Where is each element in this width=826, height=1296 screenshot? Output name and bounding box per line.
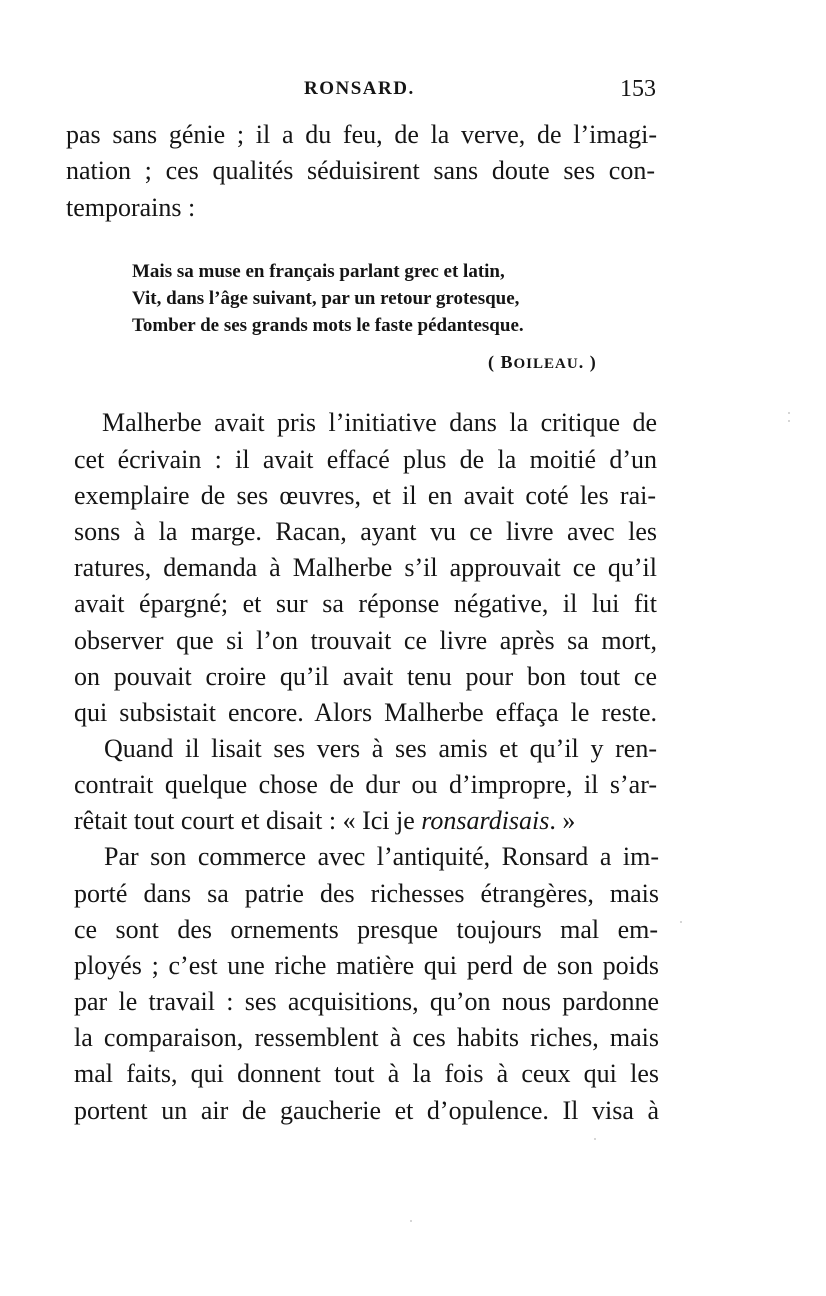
attribution-open: ( — [488, 352, 501, 372]
running-title: RONSARD. — [304, 78, 415, 99]
text-line: Quand il lisait ses vers à ses amis et qu’il y ren- — [104, 734, 657, 763]
text-line: cet écrivain : il avait effacé plus de la moitié d’un — [74, 445, 657, 474]
text-line: ratures, demanda à Malherbe s’il approuvait ce qu’il — [74, 553, 657, 582]
scan-speck — [680, 921, 682, 923]
page-number: 153 — [620, 76, 656, 102]
text-line: portent un air de gaucherie et d’opulence. Il visa à — [74, 1096, 659, 1125]
scan-speck — [594, 1138, 596, 1140]
text-run: rêtait tout court et disait : « Ici je — [74, 806, 422, 835]
text-line: porté dans sa patrie des richesses étrangères, mais — [74, 879, 659, 908]
attribution-initial: B — [500, 352, 514, 372]
text-line: sons à la marge. Racan, ayant vu ce livre avec les — [74, 517, 657, 546]
verse-line: Mais sa muse en français parlant grec et latin, — [132, 261, 505, 282]
scan-speck — [788, 412, 790, 414]
text-line: avait épargné; et sur sa réponse négative, il lui fit — [74, 589, 657, 618]
text-line: qui subsistait encore. Alors Malherbe effaça le reste. — [74, 698, 657, 727]
verse-line: Tomber de ses grands mots le faste pédantesque. — [132, 315, 524, 336]
text-line: Malherbe avait pris l’initiative dans la critique de — [102, 408, 657, 437]
text-line: on pouvait croire qu’il avait tenu pour bon tout ce — [74, 662, 657, 691]
attribution-close: . ) — [578, 352, 597, 372]
text-run: . » — [549, 806, 576, 835]
text-line: nation ; ces qualités séduisirent sans doute ses con- — [66, 156, 655, 185]
attribution-small-caps: OILEAU — [513, 356, 579, 372]
text-line: mal faits, qui donnent tout à la fois à ceux qui les — [74, 1059, 659, 1088]
text-line: ce sont des ornements presque toujours mal em- — [74, 915, 658, 944]
text-line: contrait quelque chose de dur ou d’impropre, il s’ar- — [74, 770, 657, 799]
text-line — [74, 806, 575, 836]
text-line: Par son commerce avec l’antiquité, Ronsard a im- — [104, 842, 659, 871]
text-line: pas sans génie ; il a du feu, de la verve, de l’imagi- — [66, 120, 657, 149]
text-line: par le travail : ses acquisitions, qu’on nous pardonne — [74, 987, 659, 1016]
text-line: ployés ; c’est une riche matière qui perd de son poids — [74, 951, 659, 980]
text-line: observer que si l’on trouvait ce livre après sa mort, — [74, 626, 657, 655]
quote-attribution — [488, 352, 597, 373]
italic-word: ronsardisais — [421, 806, 550, 835]
text-line: temporains : — [66, 193, 196, 222]
scan-speck — [788, 420, 790, 422]
text-line: exemplaire de ses œuvres, et il en avait coté les rai- — [74, 481, 656, 510]
scan-speck — [410, 1220, 412, 1222]
text-line: la comparaison, ressemblent à ces habits riches, mais — [74, 1023, 659, 1052]
page-header — [66, 78, 656, 108]
verse-line: Vit, dans l’âge suivant, par un retour grotesque, — [132, 288, 520, 309]
